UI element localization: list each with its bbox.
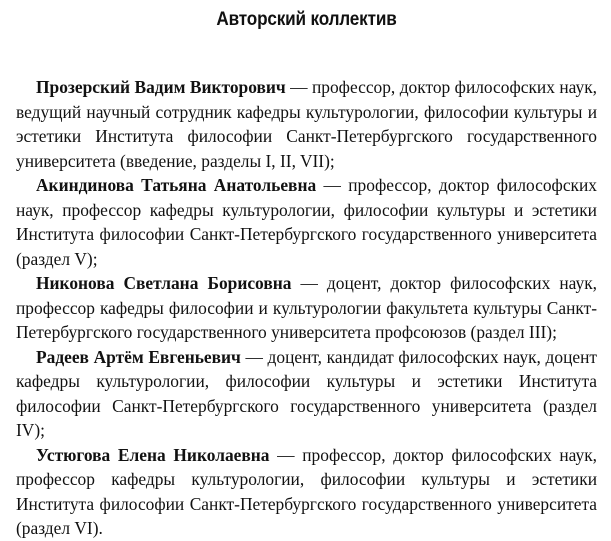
author-name: Устюгова Елена Николаевна: [36, 444, 270, 465]
author-name: Радеев Артём Евгеньевич: [36, 346, 241, 367]
author-entry: [16, 345, 597, 443]
author-entry: [16, 271, 597, 345]
author-description: — доцент, доктор философских наук, профессор кафедры философии и культурологии факультета культуры Санкт-Петербургского государственного университета профсоюзов (раздел III);: [16, 273, 598, 342]
author-name: Прозерский Вадим Викторович: [36, 77, 286, 97]
author-name: Акиндинова Татьяна Анатольевна: [36, 175, 317, 195]
author-description: — доцент, кандидат философских наук, доцент кафедры культурологии, философии культуры и эстетики Института философии Санкт-Петербургского государственного университета (раздел IV);: [16, 346, 597, 440]
page-title: Авторский коллектив: [216, 8, 397, 30]
author-entry: [16, 75, 597, 173]
author-name: Никонова Светлана Борисовна: [36, 273, 292, 293]
author-entry: [16, 173, 597, 271]
author-description: — профессор, доктор философских наук, профессор кафедры культурологии, философии культуры и эстетики Института философии Санкт-Петербургского государственного университета (раздел V);: [16, 175, 597, 269]
author-description: — профессор, доктор философских наук, ведущий научный сотрудник кафедры культурологии, философии культуры и эстетики Института философии Санкт-Петербургского государственного университета (введение, разделы I, II, VII);: [16, 77, 597, 171]
author-description: — профессор, доктор философских наук, профессор кафедры культурологии, философии культуры и эстетики Института философии Санкт-Петербургского государственного университета (раздел VI).: [16, 444, 597, 538]
